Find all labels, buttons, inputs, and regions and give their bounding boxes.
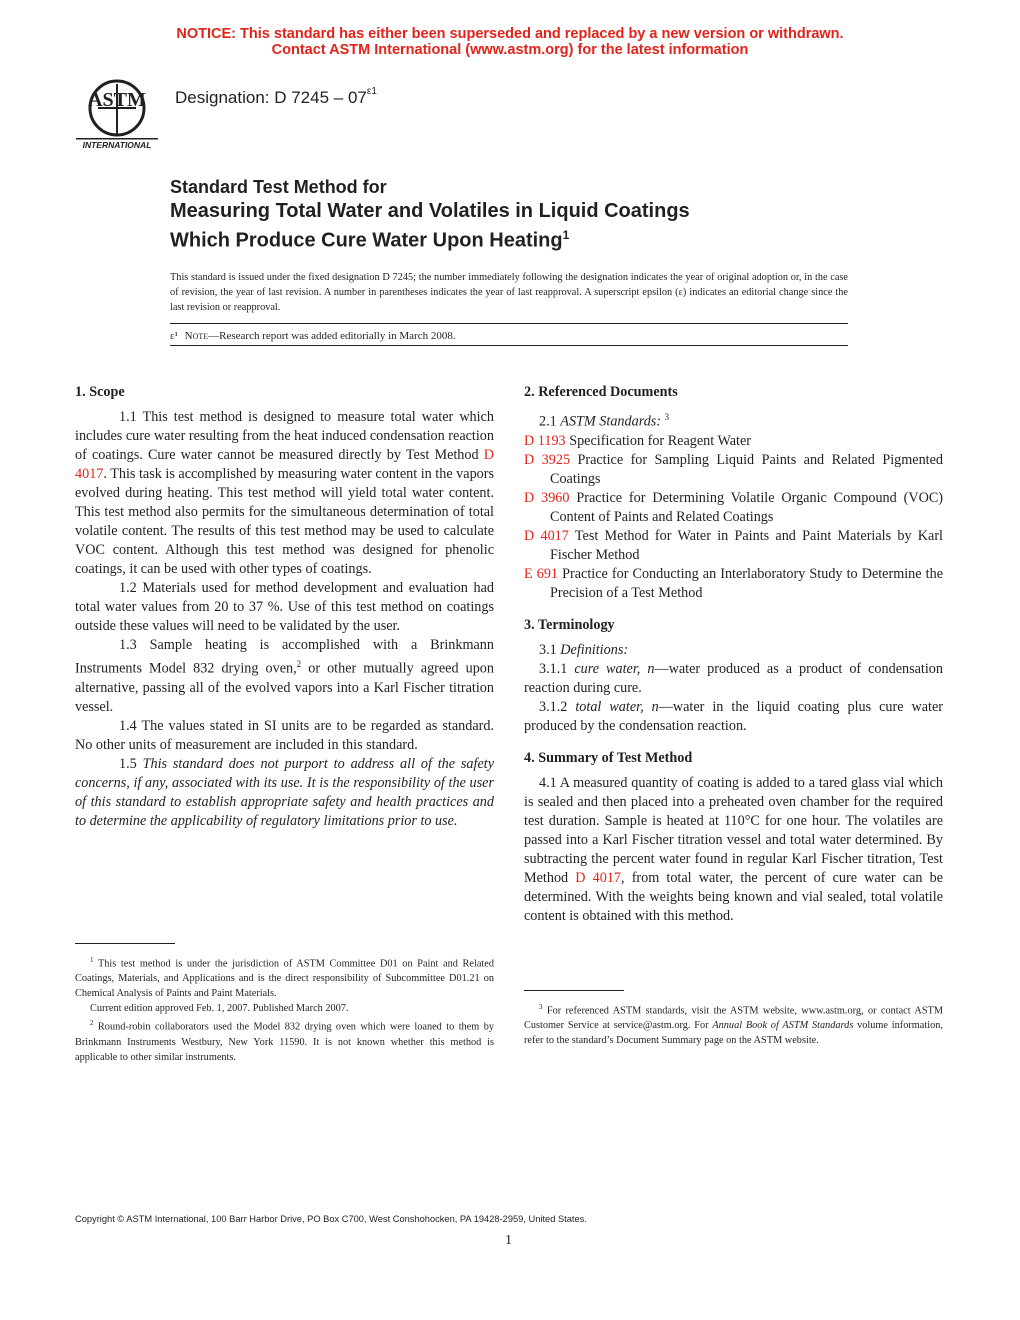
left-footnotes xyxy=(75,953,494,1065)
title-line-3: Which Produce Cure Water Upon Heating xyxy=(170,229,563,252)
epsilon-note xyxy=(170,330,456,342)
footnote-1-edition: Current edition approved Feb. 1, 2007. Published March 2007. xyxy=(90,1003,349,1015)
reference-link[interactable]: D 4017 xyxy=(524,527,569,544)
footnote-2: $^2$ Round-robin collaborators used the Model 832 drying oven which were loaned to them by Brinkmann Instruments Westbury, New York 11590. It is not known whether this method is applicable to other similar instruments. xyxy=(75,1019,494,1063)
divider-top xyxy=(170,323,848,324)
para-3-1-2: 3.1.2 total water, n—water in the liquid coating plus cure water produced by the condensation reaction. xyxy=(524,698,944,734)
reference-title: Practice for Sampling Liquid Paints and Related Pigmented Coatings xyxy=(550,451,944,487)
reference-link[interactable]: D 1193 xyxy=(524,432,566,449)
left-column xyxy=(75,383,494,831)
logo-subtext: INTERNATIONAL xyxy=(82,140,152,150)
designation xyxy=(175,88,377,108)
para-1-3: 1.3 Sample heating is accomplished with a Brinkmann Instruments Model 832 drying oven,$^2$ or other mutually agreed upon alternative, passing all of the evolved vapors into a Karl Fischer titration vessel. xyxy=(75,637,494,715)
logo-text: ASTM xyxy=(88,89,146,111)
scope-heading: 1. Scope xyxy=(75,384,125,400)
reference-item xyxy=(524,451,943,489)
right-footnotes xyxy=(524,1000,943,1048)
terminology-heading: 3. Terminology xyxy=(524,616,615,633)
reference-title: Specification for Reagent Water xyxy=(565,432,751,449)
para-3-1-1: 3.1.1 cure water, n—water produced as a product of condensation reaction during cure. xyxy=(524,660,943,696)
astm-logo-icon xyxy=(74,76,160,150)
page-number: 1 xyxy=(505,1233,512,1248)
para-1-2: 1.2 Materials used for method development and evaluation had total water values from 20 to 37 %. Use of this test method on coatings outside these values will need to be validated by the user. xyxy=(75,580,494,634)
title-footnote-mark: 1 xyxy=(562,228,570,242)
para-1-4: 1.4 The values stated in SI units are to be regarded as standard. No other units of measurement are included in this standard. xyxy=(75,717,494,753)
notice-banner xyxy=(0,26,1020,58)
copyright: Copyright © ASTM International, 100 Barr Harbor Drive, PO Box C700, West Conshohocken, PA 19428-2959, United States. xyxy=(75,1214,587,1224)
notice-line-2: Contact ASTM International (www.astm.org) for the latest information xyxy=(271,42,749,58)
reference-item xyxy=(524,565,943,603)
title-line-1: Standard Test Method for xyxy=(170,177,387,197)
reference-title: Practice for Determining Volatile Organic Compound (VOC) Content of Paints and Related Coatings xyxy=(550,489,944,525)
reference-link[interactable]: D 3925 xyxy=(524,451,571,468)
reference-title: Practice for Conducting an Interlaboratory Study to Determine the Precision of a Test Method xyxy=(550,565,943,601)
footnote-1: $^1$ This test method is under the jurisdiction of ASTM Committee D01 on Paint and Related Coatings, Materials, and Applications and is the direct responsibility of Subcommittee D01.21 on Chemical Analysis of Paints and Paint Materials. xyxy=(75,956,494,1000)
para-1-1: 1.1 This test method is designed to measure total water which includes cure water resulting from the heat induced condensation reaction of coatings. Cure water cannot be measured directly by Test Method D 4017. This task is accomplished by measuring water content in the vapors evolved during heating. This test method will yield total water content. This test method also permits for the simultaneous determination of total volatile content. The results of this test method may be used to calculate VOC content. Although this test method was designed for phenolic coatings, it can be used with other types of coatings. xyxy=(75,409,494,577)
epsilon-mark: ε¹ xyxy=(170,330,178,342)
footnote-divider-right xyxy=(524,990,624,991)
para-4-1: 4.1 A measured quantity of coating is added to a tared glass vial which is sealed and then placed into a preheated oven chamber for the required test duration. Sample is heated at 110°C for one hour. The volatiles are passed into a Karl Fischer titration vessel and total water determined. By subtracting the percent water found in regular Karl Fischer titration, Test Method D 4017, from total water, the percent of cure water can be determined. With the weights being known and vial sealed, total volatile content is obtained with this method. xyxy=(524,774,943,924)
reference-list xyxy=(524,432,943,603)
designation-label: Designation: D 7245 – 07 xyxy=(175,88,367,107)
right-column xyxy=(524,383,943,926)
reference-item xyxy=(524,489,943,527)
link-d4017-summary[interactable]: D 4017 xyxy=(575,869,622,886)
note-text: —Research report was added editorially in March 2008. xyxy=(208,330,456,342)
document-title xyxy=(170,175,870,253)
reference-item xyxy=(524,527,943,565)
title-line-2: Measuring Total Water and Volatiles in Liquid Coatings xyxy=(170,200,690,222)
note-label: Note xyxy=(184,330,209,342)
link-d4017[interactable]: D 4017 xyxy=(75,447,494,482)
notice-line-1: NOTICE: This standard has either been superseded and replaced by a new version or withdrawn. xyxy=(176,26,844,42)
issued-statement: This standard is issued under the fixed designation D 7245; the number immediately following the designation indicates the year of original adoption or, in the case of revision, the year of last revision. A number in parentheses indicates the year of last reapproval. A superscript epsilon (ε) indicates an editorial change since the last revision or reapproval. xyxy=(170,272,848,313)
para-3-1: 3.1 Definitions: xyxy=(539,641,629,658)
reference-title: Test Method for Water in Paints and Paint Materials by Karl Fischer Method xyxy=(550,527,943,563)
reference-item xyxy=(524,432,943,451)
refdocs-heading: 2. Referenced Documents xyxy=(524,384,678,400)
para-2-1: 2.1 ASTM Standards: $^3$ xyxy=(539,412,670,430)
reference-link[interactable]: D 3960 xyxy=(524,489,570,506)
footnote-divider-left xyxy=(75,943,175,944)
para-1-5: 1.5 This standard does not purport to address all of the safety concerns, if any, associated with its use. It is the responsibility of the user of this standard to establish appropriate safety and health practices and to determine the applicability of regulatory limitations prior to use. xyxy=(75,755,495,829)
divider-bottom xyxy=(170,345,848,346)
summary-heading: 4. Summary of Test Method xyxy=(524,749,693,766)
designation-superscript: ε1 xyxy=(366,86,377,98)
footnote-3: $^3$ For referenced ASTM standards, visit the ASTM website, www.astm.org, or contact ASTM Customer Service at service@astm.org. For Annual Book of ASTM Standards volume information, refer to the standard’s Document Summary page on the ASTM website. xyxy=(524,1003,943,1047)
reference-link[interactable]: E 691 xyxy=(524,565,559,582)
